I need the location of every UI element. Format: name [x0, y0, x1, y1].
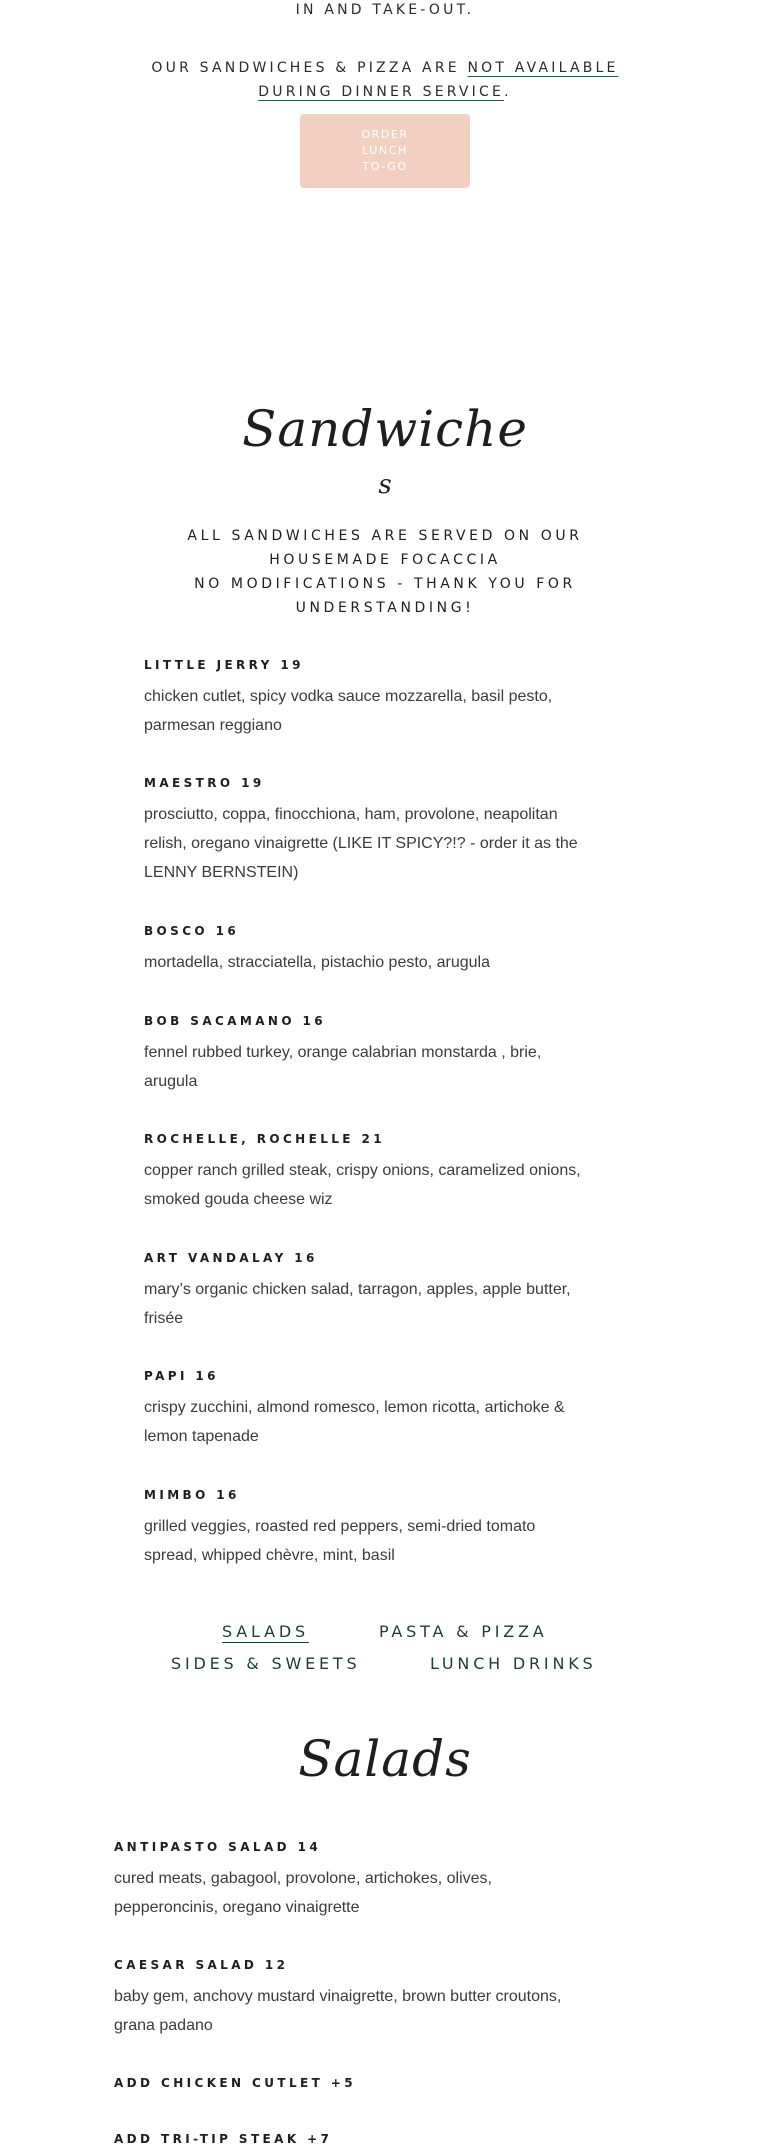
item-description: fennel rubbed turkey, orange calabrian monstarda , brie, arugula — [144, 1044, 542, 1090]
salad-item — [114, 1958, 594, 2040]
top-notice: IN AND TAKE-OUT. — [295, 2, 475, 18]
tab-pasta-pizza[interactable]: PASTA & PIZZA — [379, 1622, 548, 1641]
sandwich-item — [144, 1014, 584, 1096]
sandwich-item — [144, 1132, 584, 1214]
tab-sides-sweets[interactable]: SIDES & SWEETS — [171, 1654, 361, 1673]
tab-lunch-drinks[interactable]: LUNCH DRINKS — [430, 1654, 597, 1673]
availability-notice — [120, 56, 650, 104]
item-name: MIMBO 16 — [144, 1488, 240, 1502]
item-description: chicken cutlet, spicy vodka sauce mozzarella, basil pesto, parmesan reggiano — [144, 688, 553, 734]
tab-salads[interactable]: SALADS — [222, 1622, 309, 1641]
sandwich-item — [144, 776, 584, 887]
sandwiches-title: Sandwiche — [242, 400, 528, 458]
item-name: ART VANDALAY 16 — [144, 1251, 318, 1265]
sandwich-item — [144, 1251, 584, 1333]
availability-emphasis[interactable]: NOT AVAILABLE DURING DINNER SERVICE — [258, 60, 619, 100]
item-description: mortadella, stracciatella, pistachio pesto, arugula — [144, 954, 490, 971]
sandwiches-note-2: NO MODIFICATIONS - THANK YOU FOR UNDERSTANDING! — [194, 576, 576, 616]
item-name: BOB SACAMANO 16 — [144, 1014, 327, 1028]
sandwich-item — [144, 1488, 584, 1570]
salad-addon: ADD CHICKEN CUTLET +5 — [114, 2076, 356, 2090]
sandwich-item — [144, 924, 584, 977]
salads-title: Salads — [298, 1730, 472, 1788]
salad-item — [114, 1840, 594, 1922]
item-name: ROCHELLE, ROCHELLE 21 — [144, 1132, 385, 1146]
item-name: BOSCO 16 — [144, 924, 240, 938]
item-name: MAESTRO 19 — [144, 776, 265, 790]
sandwich-item — [144, 1369, 584, 1451]
item-description: prosciutto, coppa, finocchiona, ham, provolone, neapolitan relish, oregano vinaigrette (LIKE IT SPICY?!? - order it as the LENNY BERNSTEIN) — [144, 806, 578, 881]
sandwiches-note-1: ALL SANDWICHES ARE SERVED ON OUR HOUSEMADE FOCACCIA — [187, 528, 583, 568]
availability-prefix: OUR SANDWICHES & PIZZA ARE — [151, 60, 468, 76]
salad-addon: ADD TRI-TIP STEAK +7 — [114, 2132, 333, 2146]
item-description: mary’s organic chicken salad, tarragon, apples, apple butter, frisée — [144, 1281, 571, 1327]
item-name: CAESAR SALAD 12 — [114, 1958, 289, 1972]
order-lunch-button[interactable] — [300, 114, 470, 188]
item-description: grilled veggies, roasted red peppers, semi-dried tomato spread, whipped chèvre, mint, basil — [144, 1518, 536, 1564]
item-description: baby gem, anchovy mustard vinaigrette, brown butter croutons, grana padano — [114, 1988, 562, 2034]
item-description: cured meats, gabagool, provolone, artichokes, olives, pepperoncinis, oregano vinaigrette — [114, 1870, 492, 1916]
item-description: crispy zucchini, almond romesco, lemon ricotta, artichoke & lemon tapenade — [144, 1399, 565, 1445]
availability-suffix: . — [504, 84, 512, 100]
order-lunch-button-label: ORDER LUNCH TO-GO — [361, 128, 409, 173]
sandwiches-title-tail: s — [378, 470, 392, 500]
item-name: LITTLE JERRY 19 — [144, 658, 304, 672]
item-description: copper ranch grilled steak, crispy onions, caramelized onions, smoked gouda cheese wiz — [144, 1162, 581, 1208]
item-name: ANTIPASTO SALAD 14 — [114, 1840, 322, 1854]
item-name: PAPI 16 — [144, 1369, 219, 1383]
sandwich-item — [144, 658, 584, 740]
